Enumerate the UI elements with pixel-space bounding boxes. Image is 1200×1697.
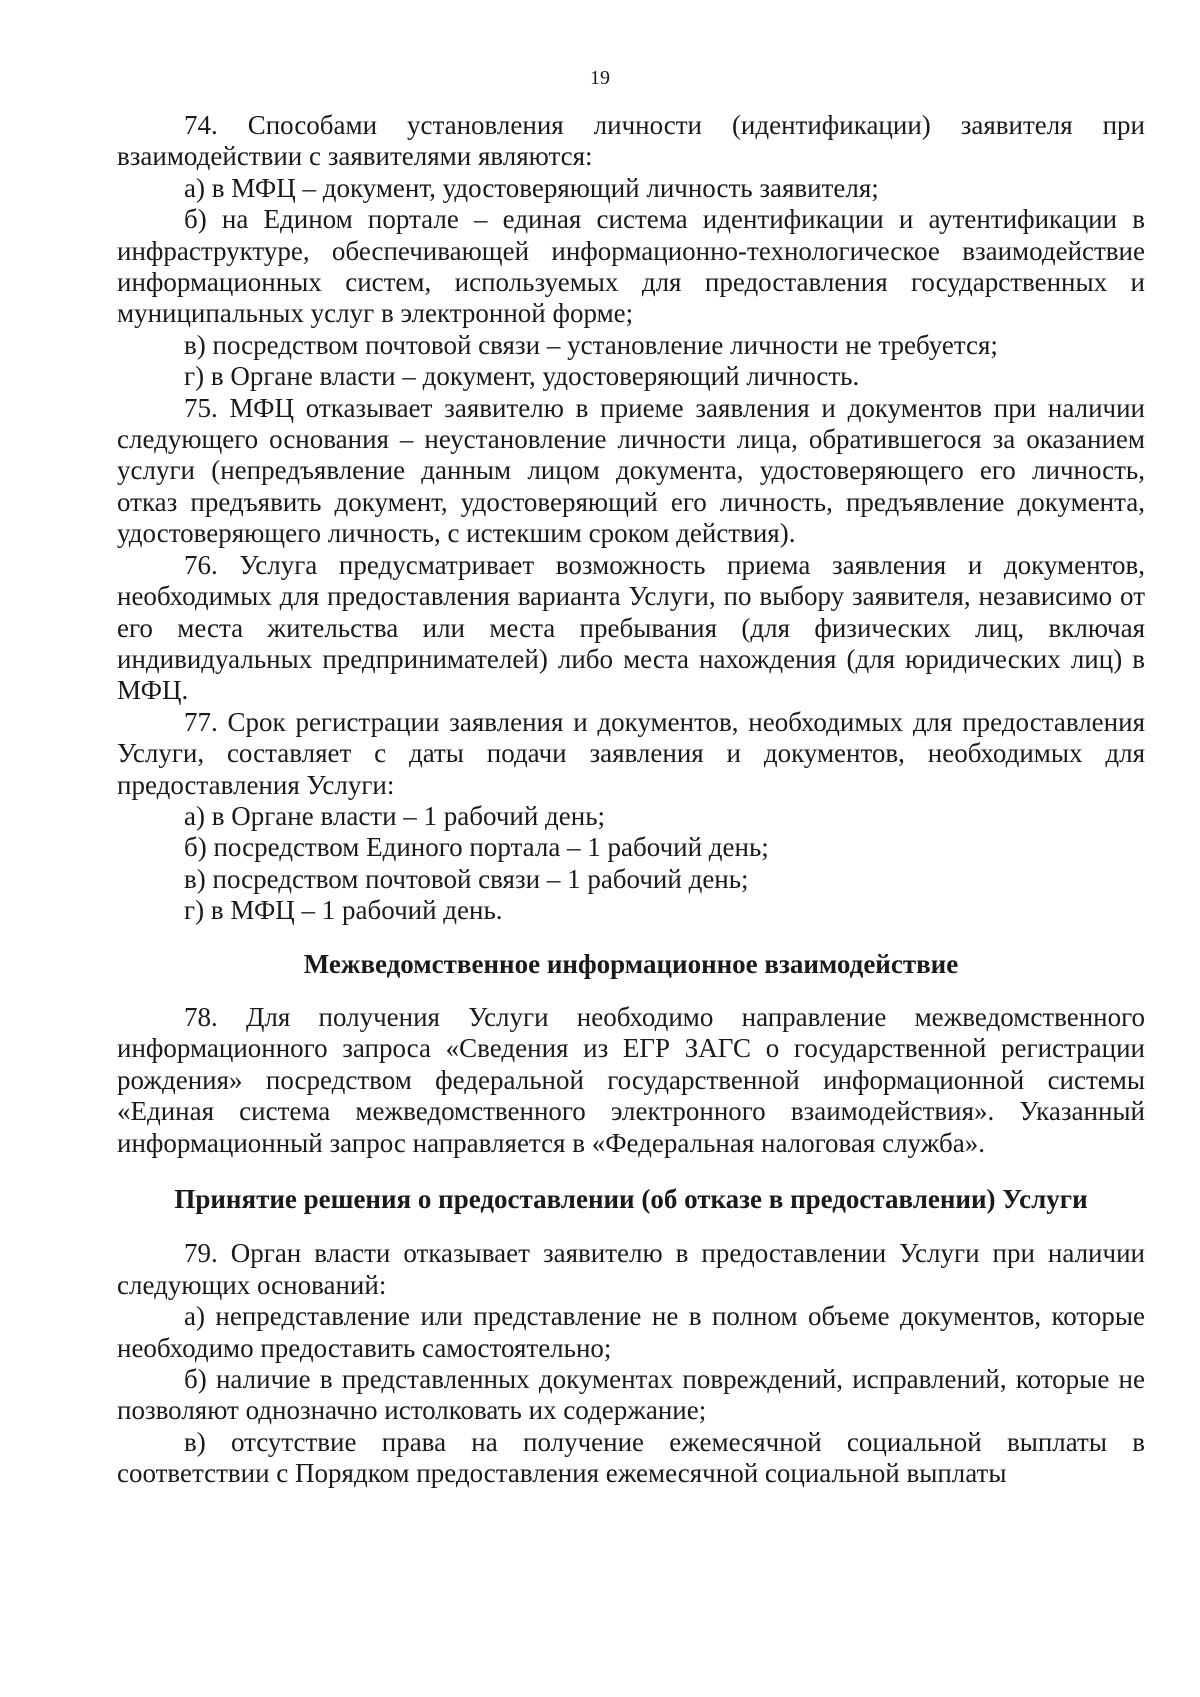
- list-item-77b: б) посредством Единого портала – 1 рабочий день;: [184, 832, 769, 863]
- list-item-74b: б) на Едином портале – единая система идентификации и аутентификации в инфраструктуре, обеспечивающей информационно-технологическое взаимодействие информационных систем, используемых для предоставления государственных и муниципальных услуг в электронной форме;: [117, 204, 1145, 329]
- document-body: [117, 110, 1145, 1490]
- paragraph-78: 78. Для получения Услуги необходимо направление межведомственного информационного запроса «Сведения из ЕГР ЗАГС о государственной регистрации рождения» посредством федеральной государственной информационной системы «Единая система межведомственного электронного взаимодействия». Указанный информационный запрос направляется в «Федеральная налоговая служба».: [117, 1001, 1145, 1158]
- list-item-77v: в) посредством почтовой связи – 1 рабочий день;: [184, 863, 749, 894]
- list-item-74g: г) в Органе власти – документ, удостоверяющий личность.: [184, 361, 860, 392]
- section-heading-decision: Принятие решения о предоставлении (об отказе в предоставлении) Услуги: [174, 1184, 1088, 1214]
- list-item-79b: б) наличие в представленных документах повреждений, исправлений, которые не позволяют однозначно истолковать их содержание;: [117, 1364, 1145, 1426]
- paragraph-76: 76. Услуга предусматривает возможность приема заявления и документов, необходимых для предоставления варианта Услуги, по выбору заявителя, независимо от его места жительства или места пребывания (для физических лиц, включая индивидуальных предпринимателей) либо места нахождения (для юридических лиц) в МФЦ.: [117, 549, 1145, 706]
- list-item-77g: г) в МФЦ – 1 рабочий день.: [184, 895, 503, 926]
- paragraph-79: 79. Орган власти отказывает заявителю в предоставлении Услуги при наличии следующих оснований:: [117, 1238, 1145, 1300]
- list-item-79a: а) непредставление или представление не в полном объеме документов, которые необходимо предоставить самостоятельно;: [117, 1301, 1145, 1363]
- section-heading-interagency: Межведомственное информационное взаимодействие: [303, 948, 959, 979]
- paragraph-74: 74. Способами установления личности (идентификации) заявителя при взаимодействии с заявителями являются:: [117, 110, 1145, 172]
- page-number: 19: [590, 67, 610, 89]
- list-item-77a: а) в Органе власти – 1 рабочий день;: [184, 800, 606, 831]
- list-item-74a: а) в МФЦ – документ, удостоверяющий личность заявителя;: [184, 172, 879, 203]
- paragraph-75: 75. МФЦ отказывает заявителю в приеме заявления и документов при наличии следующего основания – неустановление личности лица, обратившегося за оказанием услуги (непредъявление данным лицом документа, удостоверяющего его личность, отказ предъявить документ, удостоверяющий его личность, предъявление документа, удостоверяющего личность, с истекшим сроком действия).: [117, 392, 1145, 549]
- list-item-74v: в) посредством почтовой связи – установление личности не требуется;: [184, 329, 998, 360]
- paragraph-77: 77. Срок регистрации заявления и документов, необходимых для предоставления Услуги, составляет с даты подачи заявления и документов, необходимых для предоставления Услуги:: [117, 706, 1145, 800]
- list-item-79v: в) отсутствие права на получение ежемесячной социальной выплаты в соответствии с Порядком предоставления ежемесячной социальной выплаты: [117, 1426, 1145, 1489]
